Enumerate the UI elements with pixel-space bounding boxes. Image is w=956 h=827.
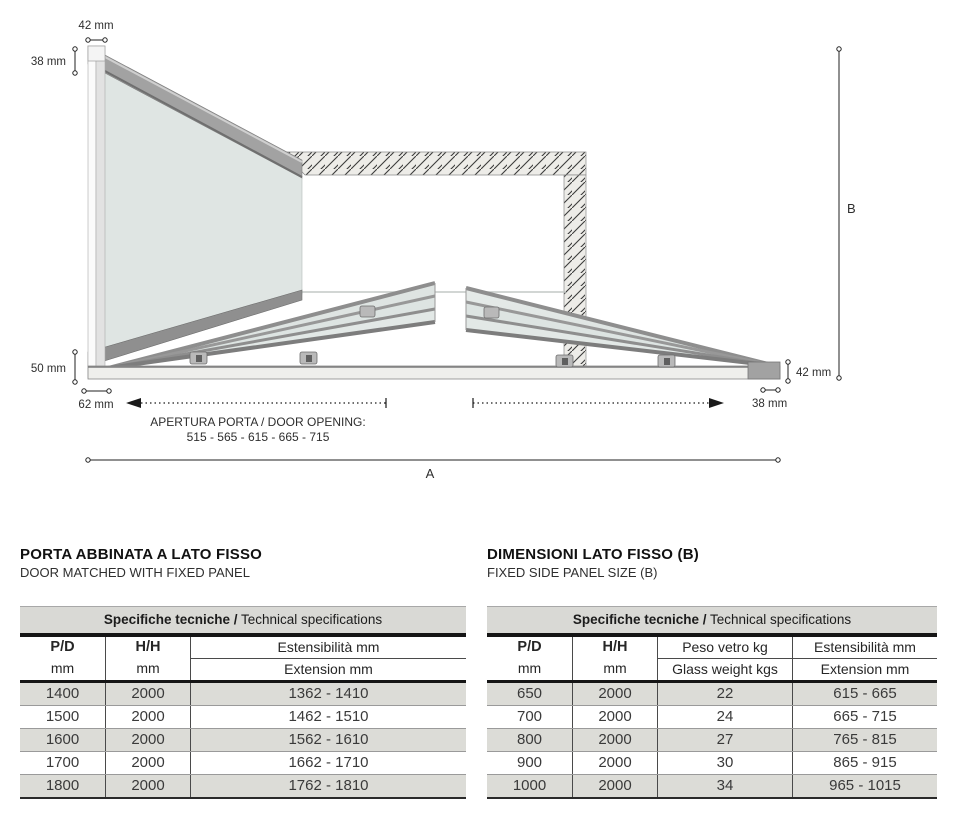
table-row: 1600 2000 1562 - 1610	[20, 729, 466, 752]
spec-tables	[20, 546, 937, 799]
right-table-title: DIMENSIONI LATO FISSO (B)	[487, 546, 699, 563]
label-62mm-left: 62 mm	[78, 399, 114, 411]
dim-42mm-top	[86, 38, 107, 42]
door-matched-table	[20, 606, 466, 799]
left-spec-header	[20, 606, 466, 637]
table-row: 800 2000 27 765 - 815	[487, 729, 937, 752]
dim-38mm-right	[761, 388, 780, 392]
table-row: 650 2000 22 615 - 665	[487, 683, 937, 706]
bottom-track	[88, 362, 780, 379]
sliding-panels-right	[466, 288, 776, 366]
fixed-panel-size-table	[487, 606, 937, 799]
table-row: 700 2000 24 665 - 715	[487, 706, 937, 729]
col-pd: P/D mm	[50, 639, 75, 676]
table-row: 900 2000 30 865 - 915	[487, 752, 937, 775]
door-opening-values: 515 - 565 - 615 - 665 - 715	[186, 430, 330, 444]
col-hh: H/H mm	[572, 637, 657, 680]
table-row: 1400 2000 1362 - 1410	[20, 683, 466, 706]
label-38mm-right: 38 mm	[752, 398, 788, 410]
dim-50mm-left	[73, 350, 77, 384]
col-extension: Estensibilità mm Extension mm	[190, 637, 466, 680]
label-A: A	[425, 466, 435, 481]
left-column-headers	[20, 637, 466, 683]
left-spec-header-rest: Technical specifications	[241, 612, 383, 627]
label-42mm-right: 42 mm	[796, 367, 832, 379]
door-opening-caption: APERTURA PORTA / DOOR OPENING:	[150, 415, 366, 429]
label-50mm-left: 50 mm	[30, 363, 66, 375]
dim-62mm-left	[82, 389, 111, 393]
right-spec-header-rest: Technical specifications	[710, 612, 852, 627]
col-pd: P/D mm	[517, 639, 542, 676]
col-glass-weight: Peso vetro kg Glass weight kgs	[657, 637, 792, 680]
right-spec-header	[487, 606, 937, 637]
col-hh: H/H mm	[105, 637, 190, 680]
table-row: 1500 2000 1462 - 1510	[20, 706, 466, 729]
right-spec-header-bold: Specifiche tecniche /	[572, 612, 707, 627]
right-table-subtitle: FIXED SIDE PANEL SIZE (B)	[487, 565, 658, 580]
fixed-panel-size-section	[487, 546, 937, 799]
label-38mm-left: 38 mm	[30, 56, 66, 68]
dim-B-vertical	[837, 47, 841, 380]
right-column-headers	[487, 637, 937, 683]
table-row: 1800 2000 1762 - 1810	[20, 775, 466, 797]
left-table-subtitle: DOOR MATCHED WITH FIXED PANEL	[20, 565, 250, 580]
label-B: B	[847, 201, 856, 216]
col-extension: Estensibilità mm Extension mm	[792, 637, 937, 680]
door-matched-section	[20, 546, 466, 799]
table-row: 1000 2000 34 965 - 1015	[487, 775, 937, 797]
label-42mm-top: 42 mm	[78, 20, 114, 32]
dim-38mm-left	[73, 47, 77, 75]
door-opening-arrows	[126, 398, 724, 408]
table-row: 1700 2000 1662 - 1710	[20, 752, 466, 775]
left-table-title: PORTA ABBINATA A LATO FISSO	[20, 546, 263, 563]
dim-42mm-right	[786, 360, 790, 383]
left-spec-header-bold: Specifiche tecniche /	[103, 612, 238, 627]
dim-A-horizontal	[86, 458, 780, 462]
